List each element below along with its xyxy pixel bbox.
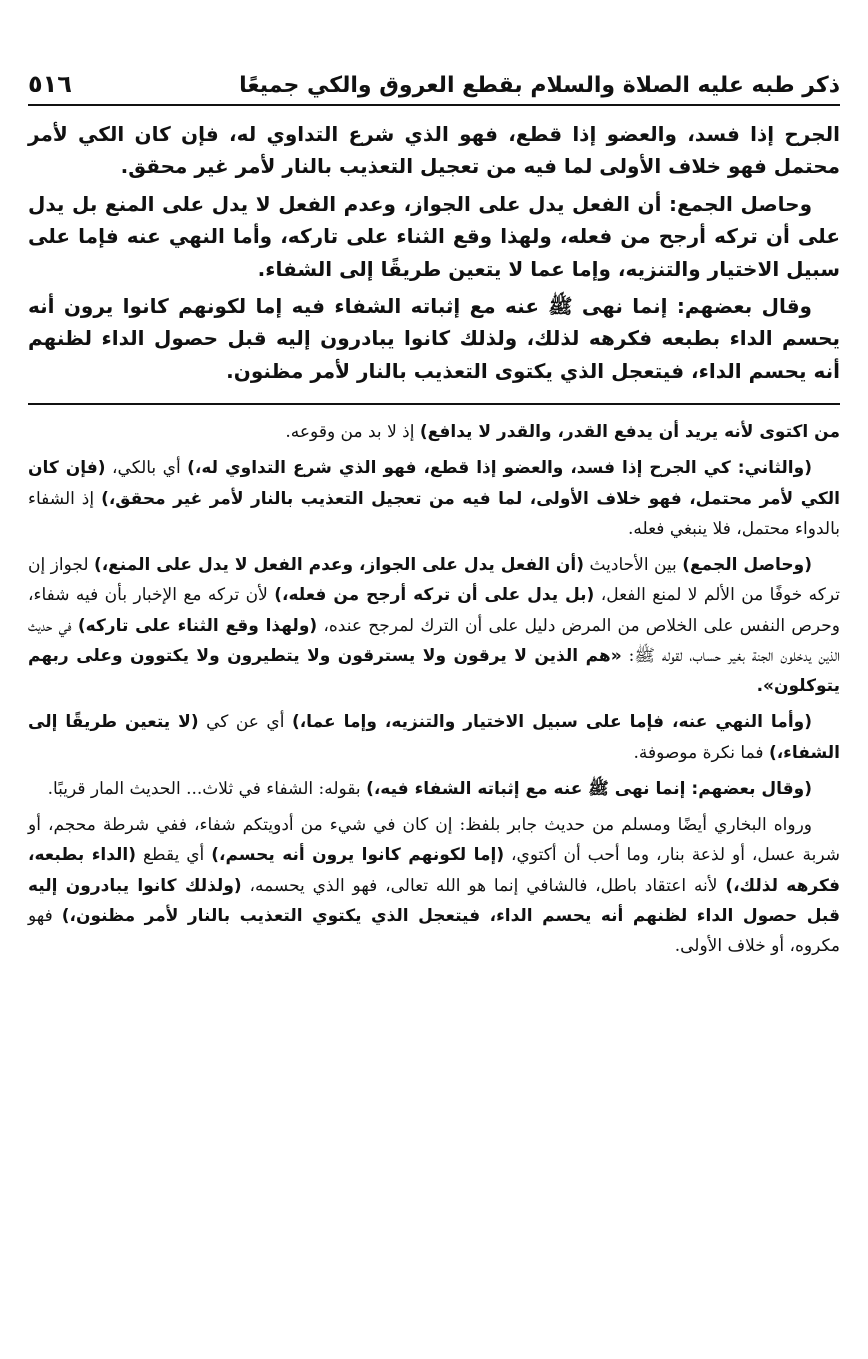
book-page — [28, 60, 840, 967]
quoted-text: (والثاني: كي الجرح إذا فسد، والعضو إذا قطع، فهو الذي شرع التداوي له،) — [187, 458, 812, 479]
page-number: ٥١٦ — [28, 70, 72, 98]
quoted-text: (الداء بطبعه، فكرهه لذلك،) — [28, 845, 840, 896]
quoted-text: (ولهذا وقع الثناء على تاركه) — [77, 615, 318, 636]
gloss-text: إذ لا بد من وقوعه. — [285, 422, 420, 443]
commentary — [28, 417, 840, 961]
commentary-paragraph-4 — [28, 707, 840, 768]
quoted-text: (وقال بعضهم: إنما نهى ﷺ عنه مع إثباته الشفاء فيه،) — [366, 778, 812, 799]
quoted-text: (ولذلك كانوا يبادرون إليه قبل حصول الداء لظنهم أنه يحسم الداء، فيتعجل الذي يكتوي التعذيب بالنار لأمر مظنون،) — [28, 875, 840, 926]
quoted-text: (وحاصل الجمع) — [682, 555, 812, 576]
gloss-text: لجواز إن تركه خوفًا من الألم لا لمنع الفعل، — [28, 555, 840, 606]
gloss-text: بين الأحاديث — [584, 555, 683, 576]
quoted-text: (وأما النهي عنه، فإما على سبيل الاختيار والتنزيه، وإما عما،) — [291, 712, 812, 733]
quoted-text: (بل يدل على أن تركه أرجح من فعله،) — [274, 585, 595, 606]
main-paragraph-1: الجرح إذا فسد، والعضو إذا قطع، فهو الذي شرع التداوي له، فإن كان الكي لأمر محتمل فهو خلاف الأولى لما فيه من تعجيل التعذيب بالنار لأمر غير محقق. — [28, 122, 840, 179]
gloss-text: لأن تركه مع الإخبار بأن فيه شفاء، وحرص النفس على الخلاص من المرض دليل على أن الترك لمرجح عنده، — [28, 585, 840, 636]
gloss-text: فهو مكروه، أو خلاف الأولى. — [28, 905, 840, 957]
gloss-text: ورواه البخاري أيضًا ومسلم من حديث جابر بلفظ: إن كان في شيء من أدويتكم شفاء، ففي شرطة محجم، أو شربة عسل، أو لذعة بنار، وما أحب أن أكتوي، — [28, 815, 840, 866]
section-divider — [28, 403, 840, 405]
commentary-paragraph-3 — [28, 550, 840, 701]
main-paragraph-3: وقال بعضهم: إنما نهى ﷺ عنه مع إثباته الشفاء فيه إما لكونهم كانوا يرون أنه يحسم الداء بطبعه فكرهه لذلك، ولذلك كانوا يبادرون إليه قبل حصول الداء لظنهم أنه يحسم الداء، فيتعجل الذي يكتوى التعذيب بالنار لأمر مظنون. — [28, 293, 840, 383]
commentary-paragraph-1 — [28, 417, 840, 447]
commentary-paragraph-5 — [28, 774, 840, 804]
quoted-text: (فإن كان الكي لأمر محتمل، فهو خلاف الأولى، لما فيه من تعجيل التعذيب بالنار لأمر غير محقق،) — [28, 458, 840, 509]
gloss-text: أي يقطع — [136, 845, 212, 866]
quoted-text: من اكتوى لأنه يريد أن يدفع القدر، والقدر لا يدافع) — [419, 422, 840, 443]
running-title: ذكر طبه عليه الصلاة والسلام بقطع العروق والكي جميعًا — [239, 73, 840, 98]
page-header — [28, 60, 840, 106]
commentary-paragraph-6 — [28, 810, 840, 961]
commentary-paragraph-2 — [28, 453, 840, 544]
gloss-text: فما نكرة موصوفة. — [633, 742, 769, 763]
gloss-text: لأنه اعتقاد باطل، فالشافي إنما هو الله تعالى، فهو الذي يحسمه، — [241, 875, 726, 896]
quoted-text: (أن الفعل يدل على الجواز، وعدم الفعل لا يدل على المنع،) — [93, 555, 585, 576]
main-paragraph-2: وحاصل الجمع: أن الفعل يدل على الجواز، وعدم الفعل لا يدل على المنع بل يدل على أن تركه أرجح من فعله، ولهذا وقع الثناء على تاركه، وأما النهي عنه فإما على سبيل الاختيار والتنزيه، وإما عما لا يتعين طريقًا إلى الشفاء. — [28, 191, 840, 281]
gloss-text: أي بالكي، — [105, 458, 188, 479]
hadith-quote: «هم الذين لا يرقون ولا يسترقون ولا يتطيرون ولا يكتوون وعلى ربهم يتوكلون». — [28, 645, 840, 697]
main-text — [28, 118, 840, 387]
gloss-text: أي عن كي — [198, 712, 292, 733]
gloss-text: في حديث الذين يدخلون الجنة بغير حساب، لقوله ﷺ: — [28, 615, 840, 666]
gloss-text: بقوله: الشفاء في ثلاث... الحديث المار قريبًا. — [47, 778, 367, 799]
quoted-text: (لا يتعين طريقًا إلى الشفاء،) — [28, 712, 840, 763]
gloss-text: إذ الشفاء بالدواء محتمل، فلا ينبغي فعله. — [28, 488, 840, 539]
quoted-text: (إما لكونهم كانوا يرون أنه يحسم،) — [211, 845, 505, 866]
